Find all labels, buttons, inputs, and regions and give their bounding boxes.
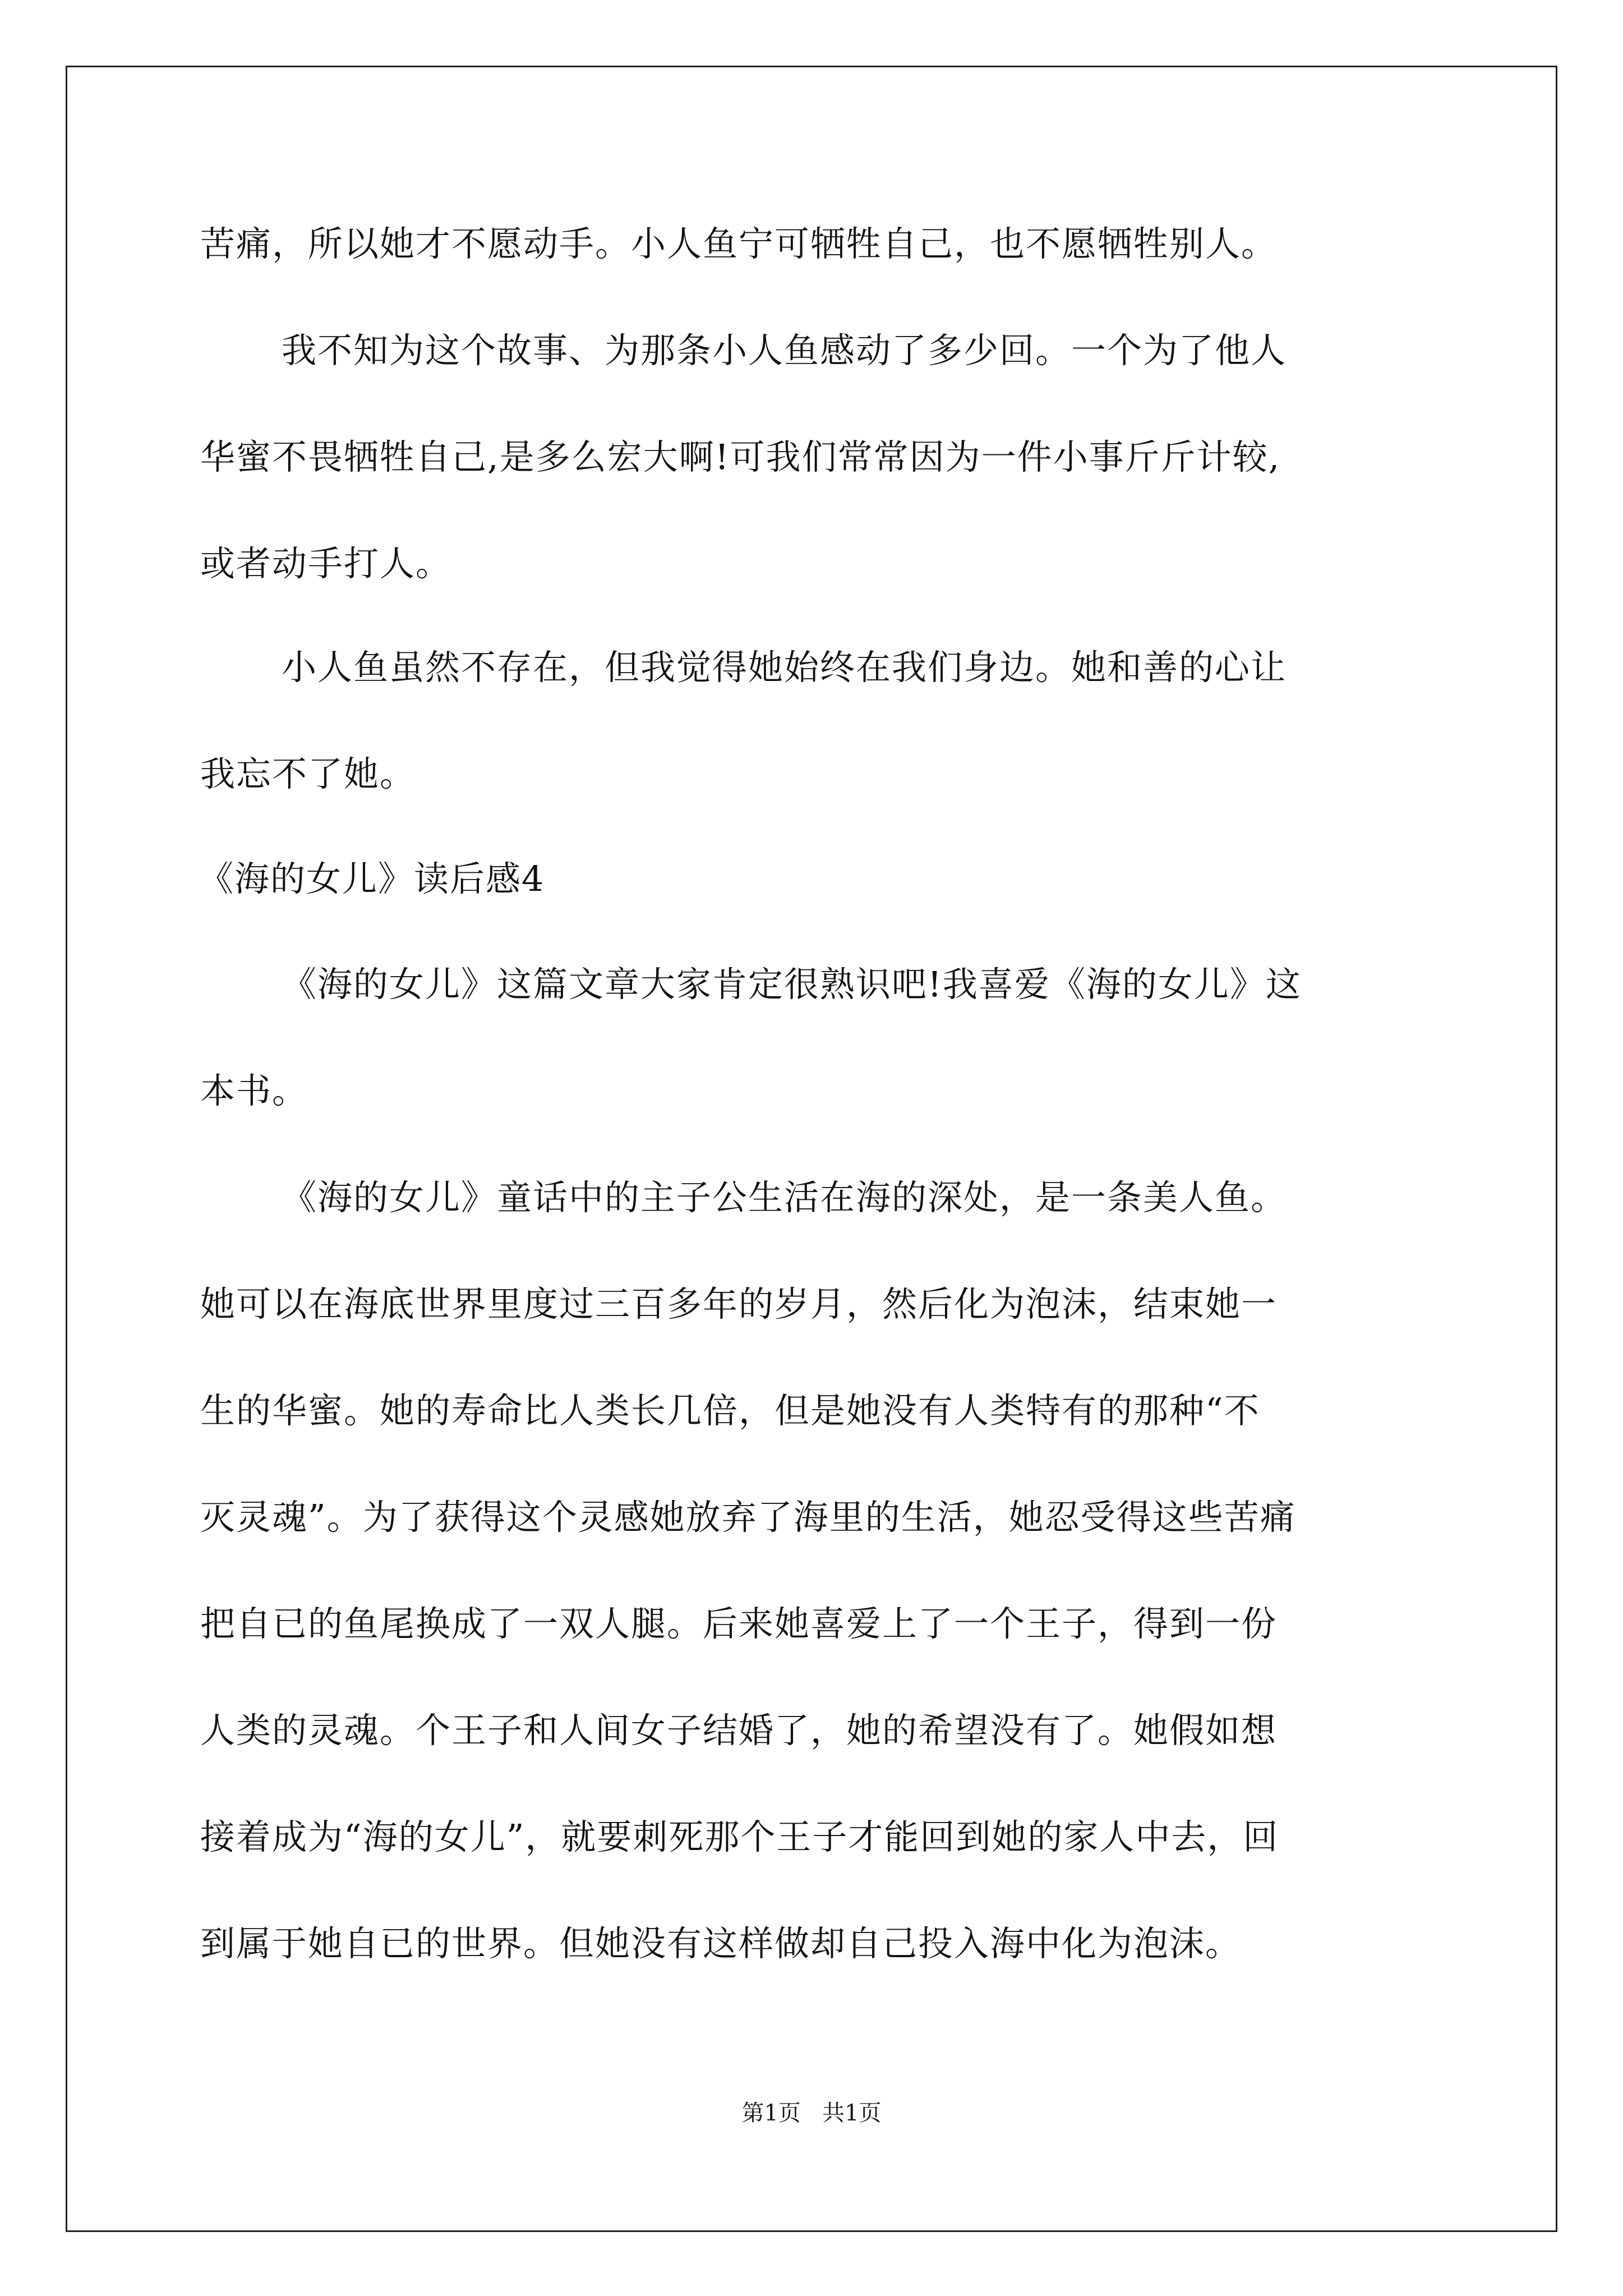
text-line-15: 人类的灵魂。个王子和人间女子结婚了，她的希望没有了。她假如想 xyxy=(200,1710,1278,1751)
text-line-17: 到属于她自已的世界。但她没有这样做却自己投入海中化为泡沫。 xyxy=(200,1923,1242,1964)
text-line-3: 华蜜不畏牺牲自己,是多么宏大啊!可我们常常因为一件小事斤斤计较, xyxy=(200,436,1281,477)
text-line-13: 灭灵魂”。为了获得这个灵感她放弃了海里的生活，她忍受得这些苦痛 xyxy=(200,1497,1296,1538)
text-line-12: 生的华蜜。她的寿命比人类长几倍，但是她没有人类特有的那种“不 xyxy=(200,1390,1260,1431)
text-line-1: 苦痛，所以她才不愿动手。小人鱼宁可牺牲自己，也不愿牺牲别人。 xyxy=(200,223,1278,264)
text-line-16: 接着成为“海的女儿”，就要刺死那个王子才能回到她的家人中去，回 xyxy=(200,1816,1279,1857)
text-line-5: 小人鱼虽然不存在，但我觉得她始终在我们身边。她和善的心让 xyxy=(282,647,1287,688)
section-heading: 《海的女儿》读后感4 xyxy=(199,858,545,899)
page-number-footer: 第1页 共1页 xyxy=(741,2100,882,2126)
text-line-11: 她可以在海底世界里度过三百多年的岁月，然后化为泡沫，结束她一 xyxy=(200,1283,1278,1324)
text-line-2: 我不知为这个故事、为那条小人鱼感动了多少回。一个为了他人 xyxy=(282,330,1287,371)
text-line-14: 把自已的鱼尾换成了一双人腿。后来她喜爱上了一个王子，得到一份 xyxy=(200,1603,1278,1644)
text-line-9: 本书。 xyxy=(200,1070,308,1111)
text-line-6: 我忘不了她。 xyxy=(200,753,416,794)
text-line-10: 《海的女儿》童话中的主子公生活在海的深处，是一条美人鱼。 xyxy=(282,1177,1287,1218)
text-line-8: 《海的女儿》这篇文章大家肯定很熟识吧!我喜爱《海的女儿》这 xyxy=(282,964,1302,1005)
text-line-4: 或者动手打人。 xyxy=(200,543,452,584)
page-border xyxy=(66,66,1557,2232)
